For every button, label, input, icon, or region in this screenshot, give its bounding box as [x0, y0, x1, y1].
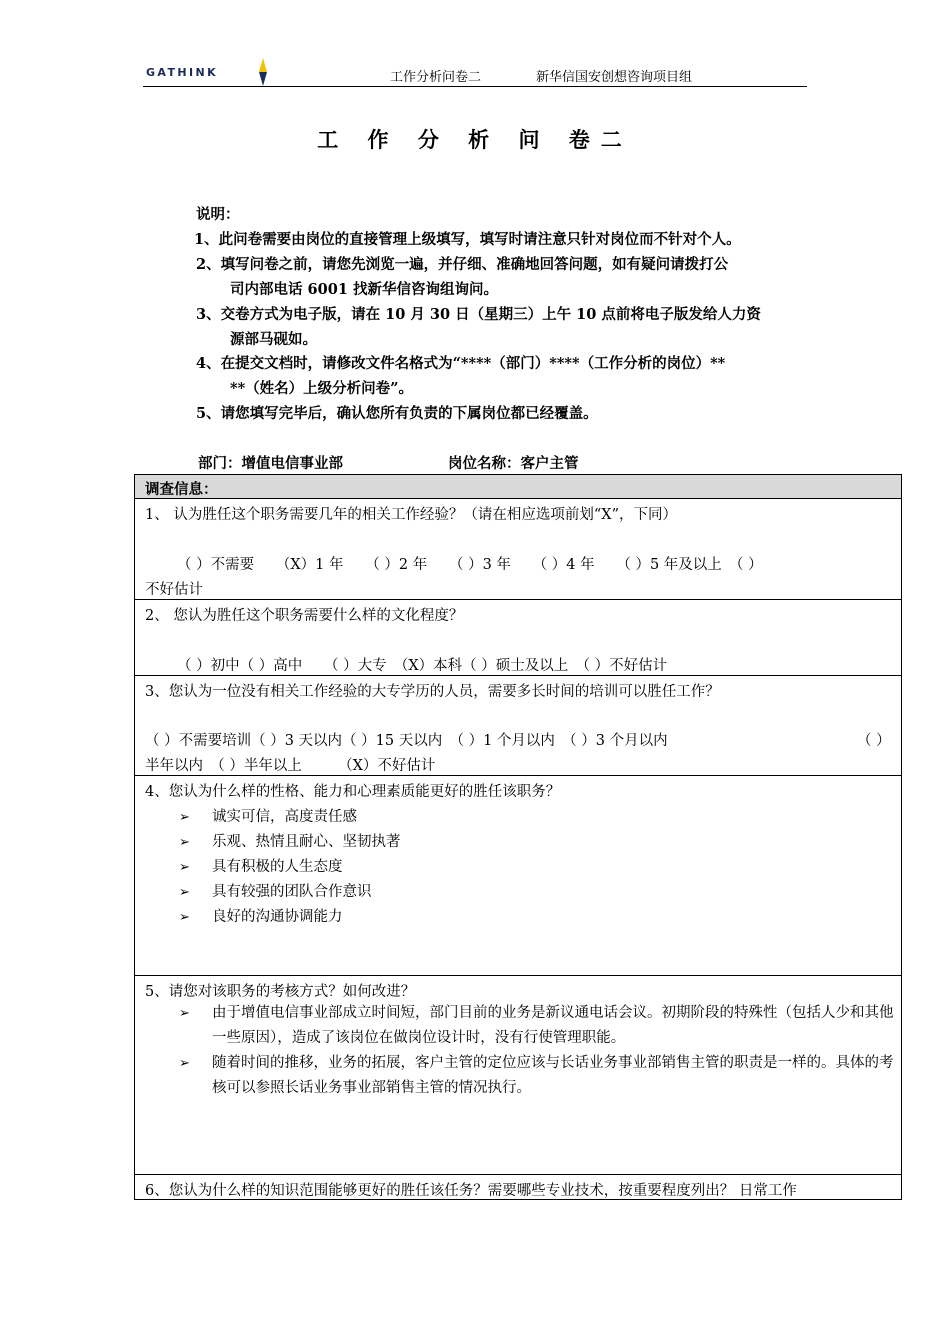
question-1: 1、 认为胜任这个职务需要几年的相关工作经验？（请在相应选项前划“X”，下同）	[145, 507, 677, 523]
answer-text: 乐观、热情且耐心、坚韧执著	[212, 834, 401, 850]
answer-text: 随着时间的推移，业务的拓展，客户主管的定位应该与长话业务事业部销售主管的职责是一样的。具体的考核可以参照长话业务事业部销售主管的情况执行。	[212, 1055, 894, 1096]
list-item	[179, 830, 401, 851]
question-6: 6、您认为什么样的知识范围能够更好的胜任该任务？需要哪些专业技术，按重要程度列出？ 日常工作	[145, 1183, 797, 1199]
bullet-arrow-icon: ➢	[179, 860, 190, 875]
logo-text: GATHINK	[146, 66, 219, 79]
answer-text: 诚实可信，高度责任感	[212, 809, 357, 825]
question-3-options-cont: 半年以内 （ ）半年以上 （X）不好估计	[145, 758, 436, 774]
question-2-row	[135, 600, 901, 676]
question-1-options-cont: 不好估计	[145, 582, 203, 598]
bullet-arrow-icon: ➢	[179, 810, 190, 825]
header-org: 新华信国安创想咨询项目组	[536, 70, 693, 85]
gathink-logo-icon	[255, 58, 271, 86]
table-header-row	[135, 475, 901, 499]
instruction-3-cont: 源部马砚如。	[230, 331, 317, 348]
answer-text: 具有积极的人生态度	[212, 859, 343, 875]
answer-text: 由于增值电信事业部成立时间短，部门目前的业务是新议通电话会议。初期阶段的特殊性（包括人少和其他一些原因），造成了该岗位在做岗位设计时，没有行使管理职能。	[212, 1005, 894, 1046]
answer-text: 良好的沟通协调能力	[212, 909, 343, 925]
instructions-label: 说明：	[196, 206, 240, 223]
instruction-3: 3、交卷方式为电子版，请在 10 月 30 日（星期三）上午 10 点前将电子版发给人力资	[196, 306, 761, 323]
table-header: 调查信息：	[145, 481, 218, 498]
question-1-row	[135, 499, 901, 600]
position-label: 岗位名称：客户主管	[448, 455, 579, 472]
list-item	[179, 905, 343, 926]
bullet-arrow-icon: ➢	[179, 1006, 190, 1021]
header-title: 工作分析问卷二	[390, 70, 482, 85]
list-item	[179, 1051, 895, 1101]
department-label: 部门：增值电信事业部	[198, 455, 343, 472]
question-4-row	[135, 776, 901, 976]
list-item	[179, 880, 372, 901]
list-item	[179, 1001, 895, 1051]
bullet-arrow-icon: ➢	[179, 1056, 190, 1071]
question-3: 3、您认为一位没有相关工作经验的大专学历的人员，需要多长时间的培训可以胜任工作？	[145, 684, 720, 700]
instruction-2-cont: 司内部电话 6001 找新华信咨询组询问。	[230, 281, 498, 298]
survey-table	[134, 474, 902, 1200]
list-item	[179, 805, 357, 826]
page-header	[143, 58, 807, 87]
question-5-row	[135, 976, 901, 1175]
instruction-2: 2、填写问卷之前，请您先浏览一遍，并仔细、准确地回答问题，如有疑问请拨打公	[196, 256, 729, 273]
question-2: 2、 您认为胜任这个职务需要什么样的文化程度？	[145, 608, 464, 624]
list-item	[179, 855, 343, 876]
question-2-options: （ ）初中（ ）高中 （ ）大专 （X）本科（ ）硕士及以上 （ ）不好估计	[177, 658, 668, 674]
instruction-5: 5、请您填写完毕后，确认您所有负责的下属岗位都已经覆盖。	[196, 405, 598, 422]
question-3-options: （ ）不需要培训（ ）3 天以内（ ）15 天以内 （ ）1 个月以内 （ ）3 个月以内	[145, 733, 668, 749]
bullet-arrow-icon: ➢	[179, 885, 190, 900]
bullet-arrow-icon: ➢	[179, 835, 190, 850]
document-title: 工 作 分 析 问 卷二	[317, 127, 633, 152]
question-1-options: （ ）不需要 （X）1 年 （ ）2 年 （ ）3 年 （ ）4 年 （ ）5 年及以上 （ ）	[177, 557, 763, 573]
question-6-row	[135, 1175, 901, 1200]
question-3-options-end: （ ）	[857, 733, 891, 749]
question-5: 5、请您对该职务的考核方式？如何改进？	[145, 984, 416, 1000]
question-4: 4、您认为什么样的性格、能力和心理素质能更好的胜任该职务？	[145, 784, 561, 800]
answer-text: 具有较强的团队合作意识	[212, 884, 372, 900]
bullet-arrow-icon: ➢	[179, 910, 190, 925]
instruction-1: 1、此问卷需要由岗位的直接管理上级填写，填写时请注意只针对岗位而不针对个人。	[194, 231, 741, 248]
instruction-4: 4、在提交文档时，请修改文件名格式为“****（部门）****（工作分析的岗位）**	[196, 355, 726, 372]
instruction-4-cont: **（姓名）上级分析问卷”。	[230, 380, 414, 397]
question-3-row	[135, 676, 901, 776]
